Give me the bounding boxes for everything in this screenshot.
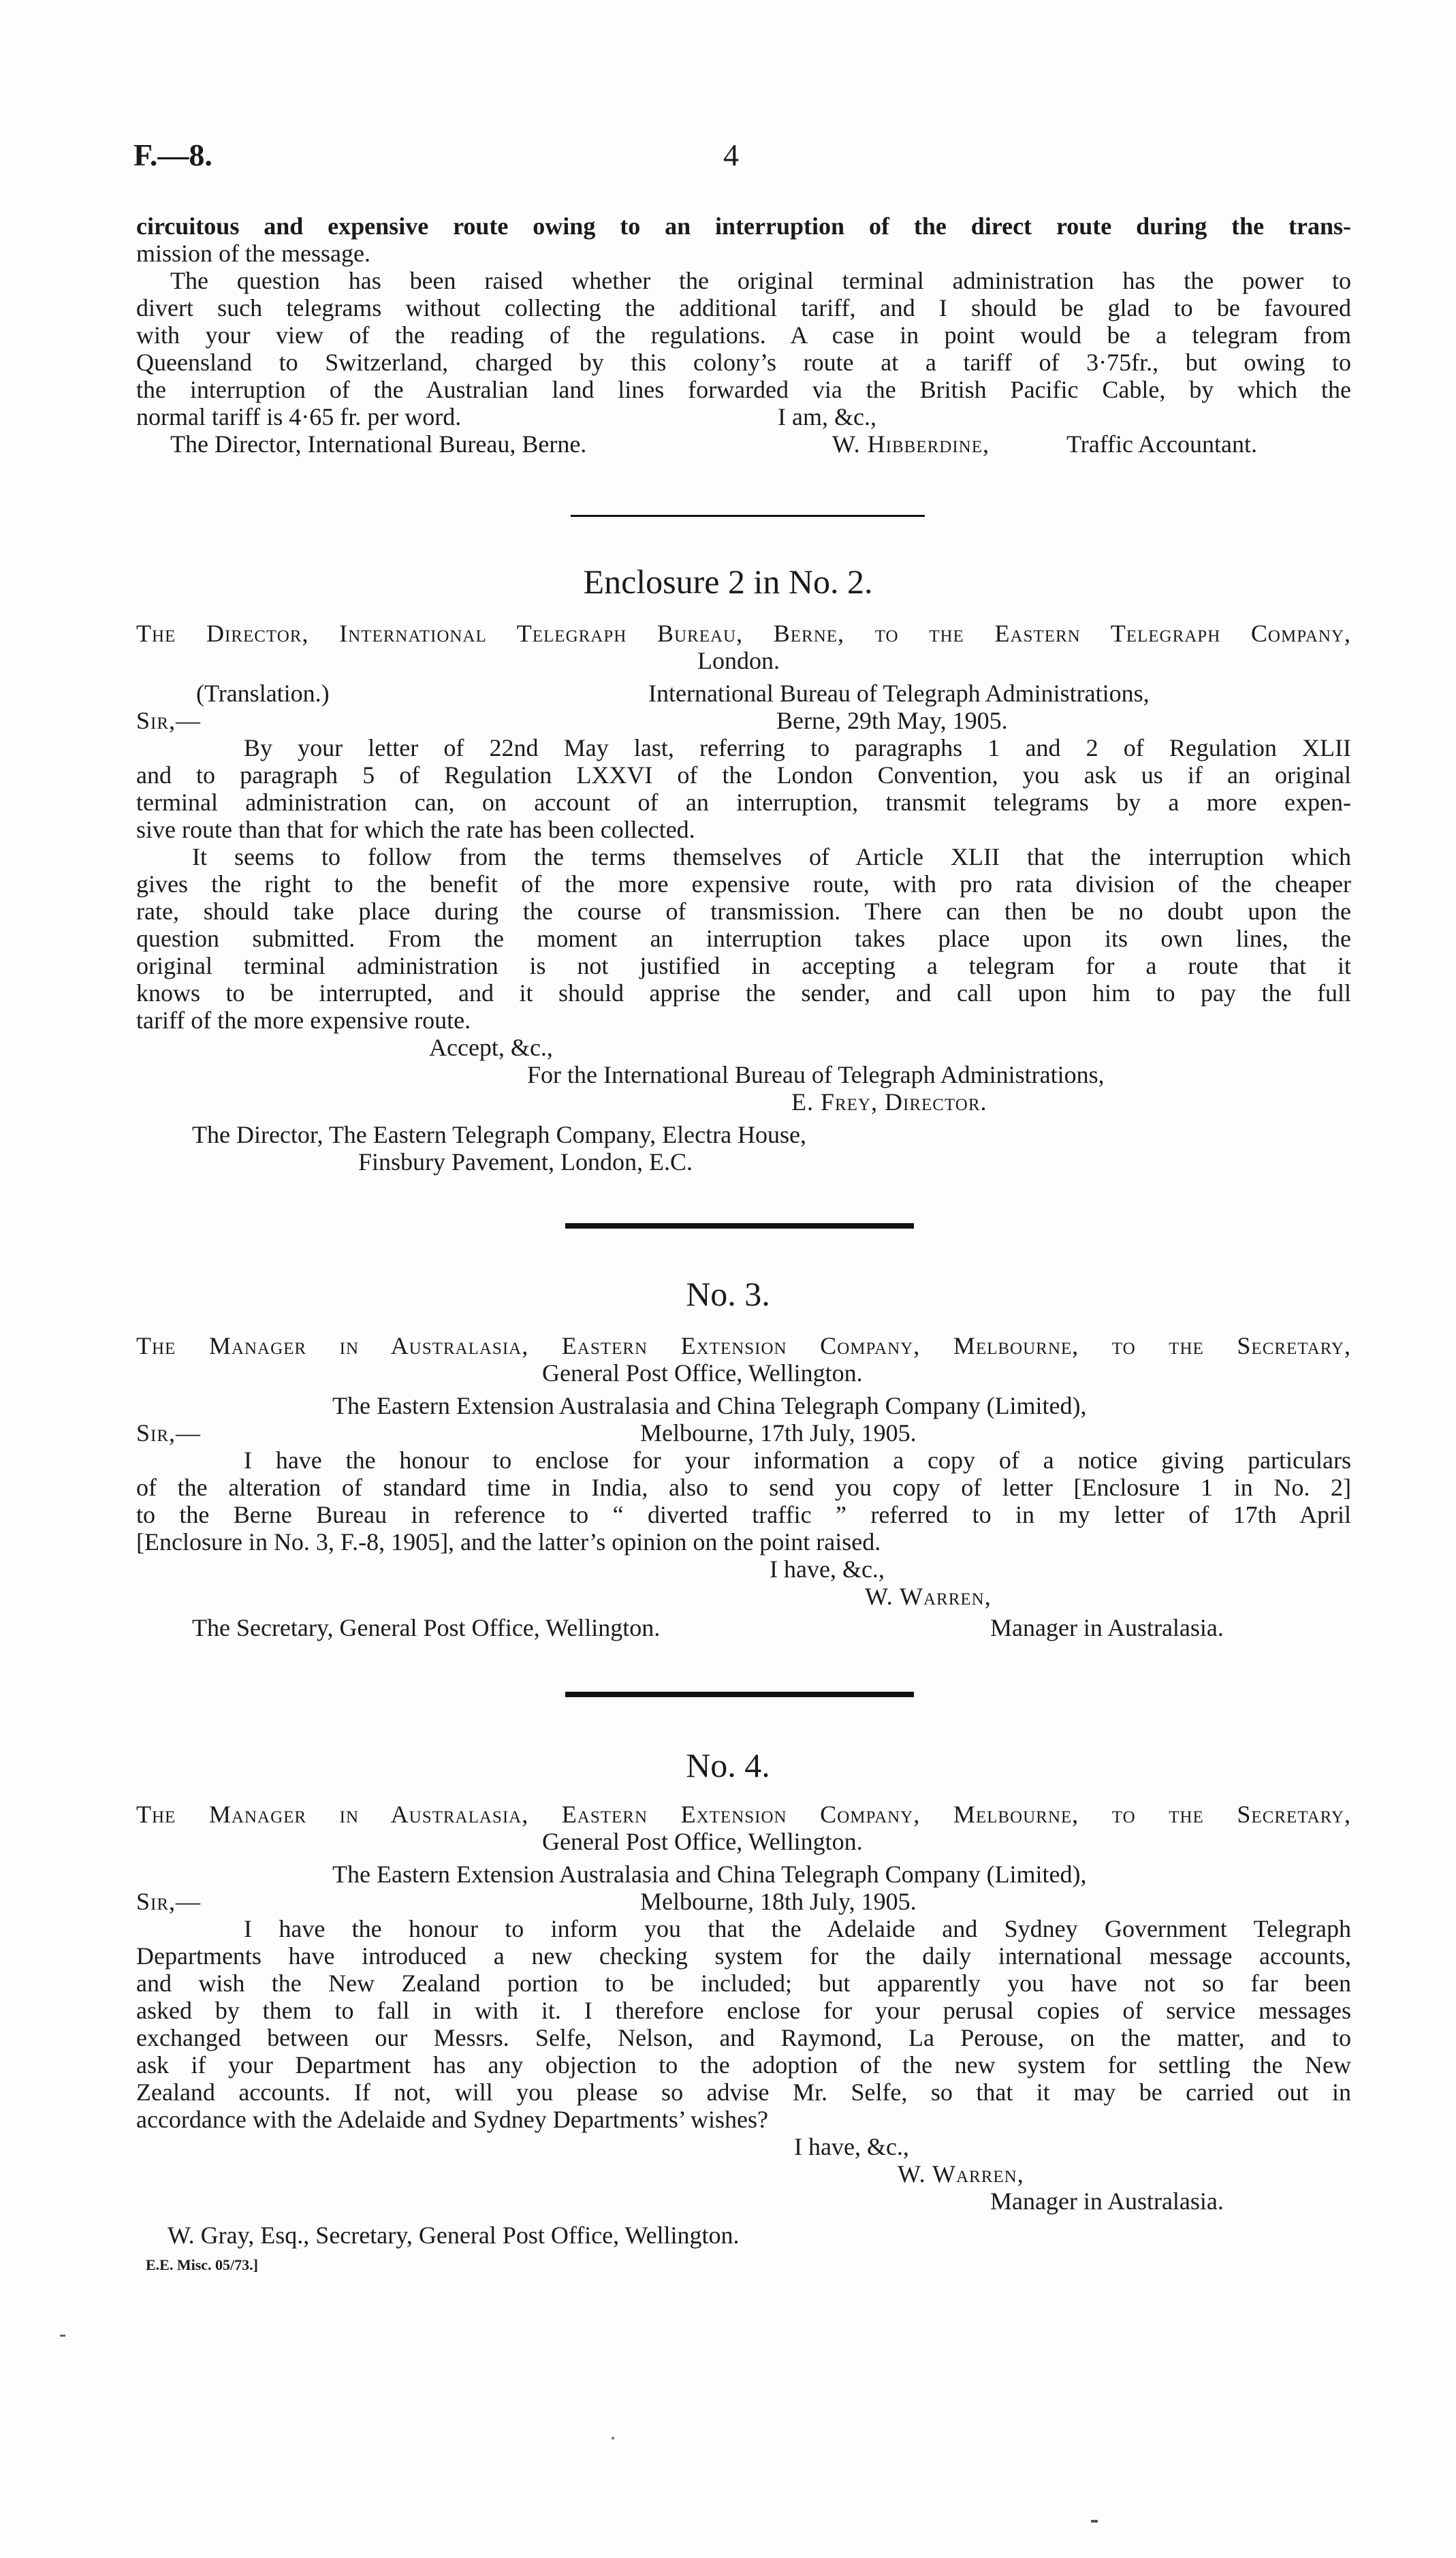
text-line: circuitous and expensive route owing to an interruption of the direct route during the trans- [136, 212, 1351, 240]
file-reference: E.E. Misc. 05/73.] [146, 2256, 258, 2273]
addressee: W. Gray, Esq., Secretary, General Post Office, Wellington. [168, 2222, 740, 2249]
closing: Accept, &c., [429, 1034, 553, 1061]
text-line: mission of the message. [136, 240, 370, 267]
scan-speck [612, 2437, 614, 2439]
text-line: Zealand accounts. If not, will you please so advise Mr. Selfe, so that it may be carried out in [136, 2079, 1351, 2106]
closing: I am, &c., [778, 403, 876, 430]
addressee: The Director, The Eastern Telegraph Company, Electra House, [192, 1121, 807, 1148]
text-line: the interruption of the Australian land lines forwarded via the British Pacific Cable, by which the [136, 376, 1351, 403]
letter-date: Berne, 29th May, 1905. [776, 707, 1008, 734]
signatory: W. Hibberdine, [832, 430, 990, 458]
section-title: Enclosure 2 in No. 2. [583, 563, 873, 601]
text-line: original terminal administration is not justified in accepting a telegram for a route that it [136, 952, 1351, 979]
section-divider [565, 1223, 914, 1229]
sender-address: International Bureau of Telegraph Administrations, [648, 680, 1150, 707]
text-line: rate, should take place during the course of transmission. There can then be no doubt upon the [136, 898, 1351, 925]
text-line: sive route than that for which the rate has been collected. [136, 816, 695, 843]
signatory-title: Manager in Australasia. [990, 2188, 1224, 2215]
letter-date: Melbourne, 17th July, 1905. [640, 1419, 917, 1447]
for-line: For the International Bureau of Telegraph Administrations, [527, 1061, 1105, 1088]
text-line: tariff of the more expensive route. [136, 1007, 471, 1034]
text-line: divert such telegrams without collecting the additional tariff, and I should be glad to be favoured [136, 294, 1351, 321]
letter-heading: The Manager in Australasia, Eastern Extension Company, Melbourne, to the Secretary, [136, 1332, 1351, 1359]
section-divider [565, 1692, 914, 1697]
section-title: No. 4. [686, 1746, 770, 1784]
text-line: with your view of the reading of the regulations. A case in point would be a telegram from [136, 321, 1351, 349]
text-line: I have the honour to enclose for your information a copy of a notice giving particulars [244, 1447, 1351, 1474]
addressee: The Secretary, General Post Office, Wellington. [192, 1614, 661, 1641]
salutation: Sir,— [136, 707, 202, 734]
text-line: terminal administration can, on account of an interruption, transmit telegrams by a more expen- [136, 789, 1351, 816]
text-line: By your letter of 22nd May last, referring to paragraphs 1 and 2 of Regulation XLII [244, 734, 1351, 761]
text-line: question submitted. From the moment an interruption takes place upon its own lines, the [136, 925, 1351, 952]
text-line: normal tariff is 4·65 fr. per word. [136, 403, 462, 430]
text-line: and wish the New Zealand portion to be included; but apparently you have not so far been [136, 1970, 1351, 1997]
text-line: and to paragraph 5 of Regulation LXXVI of the London Convention, you ask us if an original [136, 761, 1351, 789]
translation-note: (Translation.) [196, 680, 330, 707]
signatory-title: Manager in Australasia. [990, 1614, 1224, 1641]
text-line: ask if your Department has any objection to the adoption of the new system for settling the New [136, 2051, 1351, 2079]
letter-heading: The Manager in Australasia, Eastern Extension Company, Melbourne, to the Secretary, [136, 1801, 1351, 1828]
text-line: to the Berne Bureau in reference to “ diverted traffic ” referred to in my letter of 17th April [136, 1501, 1351, 1528]
addressee: Finsbury Pavement, London, E.C. [358, 1148, 693, 1175]
sender-address: The Eastern Extension Australasia and China Telegraph Company (Limited), [332, 1861, 1087, 1888]
signatory-title: Traffic Accountant. [1066, 430, 1257, 458]
scan-speck [60, 2335, 65, 2337]
signatory: W. Warren, [865, 1583, 992, 1610]
letter-heading: General Post Office, Wellington. [542, 1359, 863, 1387]
closing: I have, &c., [770, 1556, 885, 1583]
salutation: Sir,— [136, 1888, 202, 1915]
signatory: E. Frey, Director. [791, 1088, 987, 1116]
closing: I have, &c., [794, 2133, 909, 2160]
signatory: W. Warren, [898, 2160, 1024, 2188]
letter-date: Melbourne, 18th July, 1905. [640, 1888, 917, 1915]
letter-heading: The Director, International Telegraph Bureau, Berne, to the Eastern Telegraph Company, [136, 620, 1351, 647]
text-line: Departments have introduced a new checking system for the daily international message accounts, [136, 1942, 1351, 1970]
text-line: [Enclosure in No. 3, F.-8, 1905], and the latter’s opinion on the point raised. [136, 1528, 881, 1556]
letter-heading: London. [697, 647, 780, 674]
text-line: It seems to follow from the terms themselves of Article XLII that the interruption which [192, 843, 1351, 870]
document-reference: F.—8. [133, 138, 212, 172]
text-line: Queensland to Switzerland, charged by this colony’s route at a tariff of 3·75fr., but owing to [136, 349, 1351, 376]
text-line: of the alteration of standard time in India, also to send you copy of letter [Enclosure 1 in No. 2] [136, 1474, 1351, 1501]
addressee: The Director, International Bureau, Berne. [170, 430, 587, 458]
letter-heading: General Post Office, Wellington. [542, 1828, 863, 1855]
section-divider [571, 515, 925, 517]
text-line: asked by them to fall in with it. I therefore enclose for your perusal copies of service messages [136, 1997, 1351, 2024]
text-line: knows to be interrupted, and it should apprise the sender, and call upon him to pay the full [136, 979, 1351, 1007]
page-number: 4 [723, 138, 739, 172]
text-line: accordance with the Adelaide and Sydney Departments’ wishes? [136, 2106, 769, 2133]
sender-address: The Eastern Extension Australasia and China Telegraph Company (Limited), [332, 1392, 1087, 1419]
text-line: gives the right to the benefit of the more expensive route, with pro rata division of the cheaper [136, 870, 1351, 898]
text-line: The question has been raised whether the original terminal administration has the power to [170, 267, 1351, 294]
scan-speck [1091, 2520, 1098, 2523]
text-line: I have the honour to inform you that the Adelaide and Sydney Government Telegraph [244, 1915, 1351, 1942]
salutation: Sir,— [136, 1419, 202, 1447]
section-title: No. 3. [686, 1275, 770, 1313]
text-line: exchanged between our Messrs. Selfe, Nelson, and Raymond, La Perouse, on the matter, and to [136, 2024, 1351, 2051]
